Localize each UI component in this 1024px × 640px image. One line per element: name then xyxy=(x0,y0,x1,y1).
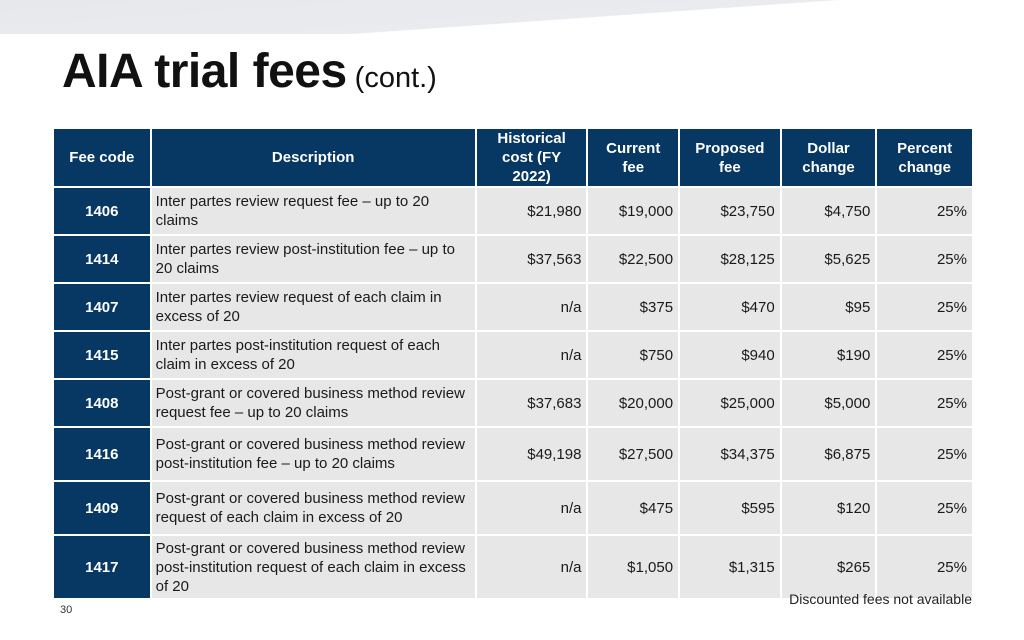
percent-change-cell: 25% xyxy=(877,536,972,598)
description-cell: Post-grant or covered business method review post-institution request of each claim in excess of 20 xyxy=(152,536,475,598)
proposed-fee-cell: $34,375 xyxy=(680,428,780,480)
header-dollar-change: Dollar change xyxy=(782,129,876,186)
current-fee-cell: $750 xyxy=(588,332,678,378)
fee-code-cell: 1408 xyxy=(54,380,150,426)
proposed-fee-cell: $25,000 xyxy=(680,380,780,426)
current-fee-cell: $375 xyxy=(588,284,678,330)
footnote: Discounted fees not available xyxy=(789,591,972,607)
percent-change-cell: 25% xyxy=(877,428,972,480)
table-row xyxy=(54,536,972,598)
proposed-fee-cell: $23,750 xyxy=(680,188,780,234)
title-main: AIA trial fees xyxy=(62,45,347,98)
description-cell: Post-grant or covered business method review request fee – up to 20 claims xyxy=(152,380,475,426)
percent-change-cell: 25% xyxy=(877,482,972,534)
dollar-change-cell: $190 xyxy=(782,332,876,378)
description-cell: Inter partes review request fee – up to 20 claims xyxy=(152,188,475,234)
header-proposed-fee: Proposed fee xyxy=(680,129,780,186)
table-row xyxy=(54,428,972,480)
proposed-fee-cell: $1,315 xyxy=(680,536,780,598)
description-cell: Inter partes review request of each claim in excess of 20 xyxy=(152,284,475,330)
current-fee-cell: $19,000 xyxy=(588,188,678,234)
percent-change-cell: 25% xyxy=(877,284,972,330)
fee-code-cell: 1416 xyxy=(54,428,150,480)
fee-table xyxy=(52,127,974,600)
proposed-fee-cell: $470 xyxy=(680,284,780,330)
dollar-change-cell: $4,750 xyxy=(782,188,876,234)
historical-cost-cell: $37,563 xyxy=(477,236,587,282)
dollar-change-cell: $5,625 xyxy=(782,236,876,282)
proposed-fee-cell: $595 xyxy=(680,482,780,534)
fee-code-cell: 1407 xyxy=(54,284,150,330)
proposed-fee-cell: $28,125 xyxy=(680,236,780,282)
header-current-fee: Current fee xyxy=(588,129,678,186)
dollar-change-cell: $95 xyxy=(782,284,876,330)
current-fee-cell: $1,050 xyxy=(588,536,678,598)
historical-cost-cell: n/a xyxy=(477,284,587,330)
table-row xyxy=(54,236,972,282)
page-number: 30 xyxy=(60,604,73,616)
fee-code-cell: 1409 xyxy=(54,482,150,534)
fee-code-cell: 1417 xyxy=(54,536,150,598)
fee-code-cell: 1414 xyxy=(54,236,150,282)
historical-cost-cell: n/a xyxy=(477,332,587,378)
percent-change-cell: 25% xyxy=(877,236,972,282)
current-fee-cell: $27,500 xyxy=(588,428,678,480)
current-fee-cell: $22,500 xyxy=(588,236,678,282)
header-fee-code: Fee code xyxy=(54,129,150,186)
description-cell: Post-grant or covered business method review request of each claim in excess of 20 xyxy=(152,482,475,534)
table-row xyxy=(54,188,972,234)
current-fee-cell: $20,000 xyxy=(588,380,678,426)
description-cell: Post-grant or covered business method review post-institution fee – up to 20 claims xyxy=(152,428,475,480)
description-cell: Inter partes post-institution request of each claim in excess of 20 xyxy=(152,332,475,378)
slide-title xyxy=(62,44,437,99)
dollar-change-cell: $120 xyxy=(782,482,876,534)
percent-change-cell: 25% xyxy=(877,188,972,234)
header-historical-cost: Historical cost (FY 2022) xyxy=(477,129,587,186)
historical-cost-cell: n/a xyxy=(477,482,587,534)
fee-code-cell: 1406 xyxy=(54,188,150,234)
historical-cost-cell: $37,683 xyxy=(477,380,587,426)
title-suffix: (cont.) xyxy=(354,62,437,94)
dollar-change-cell: $265 xyxy=(782,536,876,598)
percent-change-cell: 25% xyxy=(877,380,972,426)
historical-cost-cell: $21,980 xyxy=(477,188,587,234)
historical-cost-cell: n/a xyxy=(477,536,587,598)
table-header-row xyxy=(54,129,972,186)
description-cell: Inter partes review post-institution fee – up to 20 claims xyxy=(152,236,475,282)
table-row xyxy=(54,482,972,534)
proposed-fee-cell: $940 xyxy=(680,332,780,378)
table-row xyxy=(54,284,972,330)
table-row xyxy=(54,332,972,378)
dollar-change-cell: $6,875 xyxy=(782,428,876,480)
historical-cost-cell: $49,198 xyxy=(477,428,587,480)
header-description: Description xyxy=(152,129,475,186)
table-row xyxy=(54,380,972,426)
dollar-change-cell: $5,000 xyxy=(782,380,876,426)
fee-code-cell: 1415 xyxy=(54,332,150,378)
top-decorative-band xyxy=(0,0,1024,34)
percent-change-cell: 25% xyxy=(877,332,972,378)
header-percent-change: Percent change xyxy=(877,129,972,186)
current-fee-cell: $475 xyxy=(588,482,678,534)
